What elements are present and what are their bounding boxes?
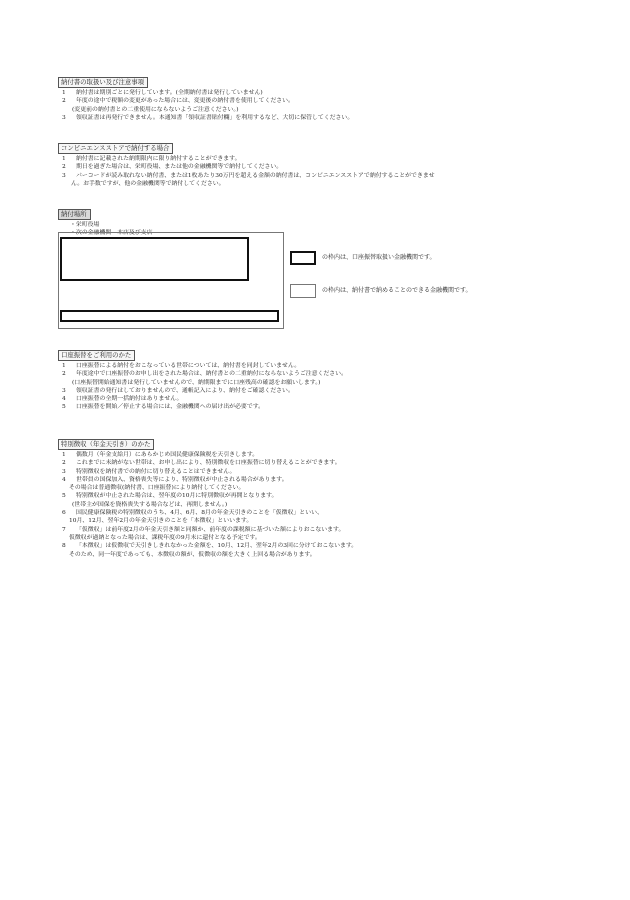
account-transfer-bank-box [60,237,249,281]
list-item: 10月、12月、翌年2月の年金天引きのことを「本徴収」といいます。 [69,518,253,525]
list-item: 5 口座振替を開始／停止する場合には、金融機関への届け出が必要です。 [62,404,265,411]
list-item: (変更前の納付書との二重使用にならないようご注意ください。) [72,106,239,113]
list-item: 仮徴収が過納となった場合は、課税年度の9月末に還付となる予定です。 [69,534,261,541]
list-item: 5 特別徴収が中止された場合は、翌年度の10月に特別徴収が再開となります。 [62,493,278,500]
list-item: 3 特別徴収を納付書での納付に切り替えることはできません。 [62,468,236,475]
list-item: そのため、同一年度であっても、本徴収の額が、仮徴収の額を大きく上回る場合があります。 [69,551,316,558]
list-item: 1 口座振替による納付をおこなっている世帯については、納付書を同封していません。 [62,363,301,369]
section-header-payment-place: 納付場所 [58,209,91,220]
legend-thick-frame [290,251,316,265]
convenience-list [58,155,578,188]
list-item: 4 口座振替の全期一括納付はありません。 [62,396,183,403]
list-item: 2 年度途中で口座振替のお申し出をされた場合は、納付書との二重納付にならないようご注意ください。 [62,371,347,378]
section-account-transfer [58,342,578,412]
list-item: 7 「仮徴収」は前年度2月の年金天引き額と同額か、前年度の課税額に基づいた額によりおこないます。 [62,526,345,533]
list-item: 2 年度の途中で税額の変更があった場合には、変更後の納付書を使用してください。 [62,98,294,105]
list-item: 1 偶数月（年金支給月）にあらかじめ国民健康保険税を天引きします。 [62,452,259,458]
list-item: 6 国民健康保険税の特別徴収のうち、4月、6月、8月の年金天引きのことを「仮徴収」といい、 [62,510,323,517]
list-item: 8 「本徴収」は仮徴収で天引きしきれなかった金額を、10月、12月、翌年2月の3回に分けておこないます。 [62,543,358,550]
notice-list [58,89,578,122]
legend-thin-frame [290,284,316,298]
list-item: (世帯主が国保を資格喪失する場合などは、再開しません。) [72,501,228,508]
list-item: 4 世帯員の国保加入、資格喪失等により、特別徴収が中止される場合があります。 [62,476,288,483]
account-transfer-bank-bar [60,310,279,322]
special-list [58,451,578,559]
section-convenience [58,135,578,188]
account-list [58,362,578,412]
place-line-town-office: ・栄町役場 [70,222,100,228]
list-item: 2 期日を過ぎた場合は、栄町役場、または他の金融機関等で納付してください。 [62,164,283,171]
list-item: 2 これまでに未納がない世帯は、お申し出により、特別徴収を口座振替に切り替えることができます。 [62,460,341,467]
list-item: 3 領収証書の発行はしておりませんので、通帳記入により、納付をご確認ください。 [62,387,294,394]
section-notice [58,69,578,122]
legend-thick-label: の枠内は、口座振替取扱い金融機関です。 [322,254,436,261]
place-line-banks: ・次の金融機関 本店及び支店 [70,230,153,237]
list-item: 1 納付書は期別ごとに発行しています。(全期納付書は発行していません) [62,90,263,96]
list-item: 3 バーコードが読み取れない納付書、または1枚あたり30万円を超える金額の納付書は、コンビニエンスストアで納付することができませ [62,172,435,179]
section-special-collection [58,431,578,559]
section-header-special-collection: 特別徴収（年金天引き）のかた [58,439,154,450]
list-item: その場合は普通徴収(納付書、口座振替)により納付してください。 [69,485,245,492]
section-header-convenience: コンビニエンスストアで納付する場合 [58,143,173,154]
list-item: ん。お手数ですが、他の金融機関等で納付してください。 [71,180,225,187]
legend-thin-label: の枠内は、納付書で納めることのできる金融機関です。 [322,287,472,294]
list-item: (口座振替開始通知書は発行していませんので、納期限までに口座残高の確認をお願いします。) [72,379,321,386]
list-item: 1 納付書に記載された納期限内に限り納付することができます。 [62,156,241,162]
list-item: 3 領収証書は再発行できません。本通知書「領収証書貼付欄」を利用するなど、大切に保管してください。 [62,114,354,121]
section-header-account-transfer: 口座振替をご利用のかた [58,350,135,361]
section-header-notice: 納付書の取扱い及び注意事項 [58,77,148,88]
